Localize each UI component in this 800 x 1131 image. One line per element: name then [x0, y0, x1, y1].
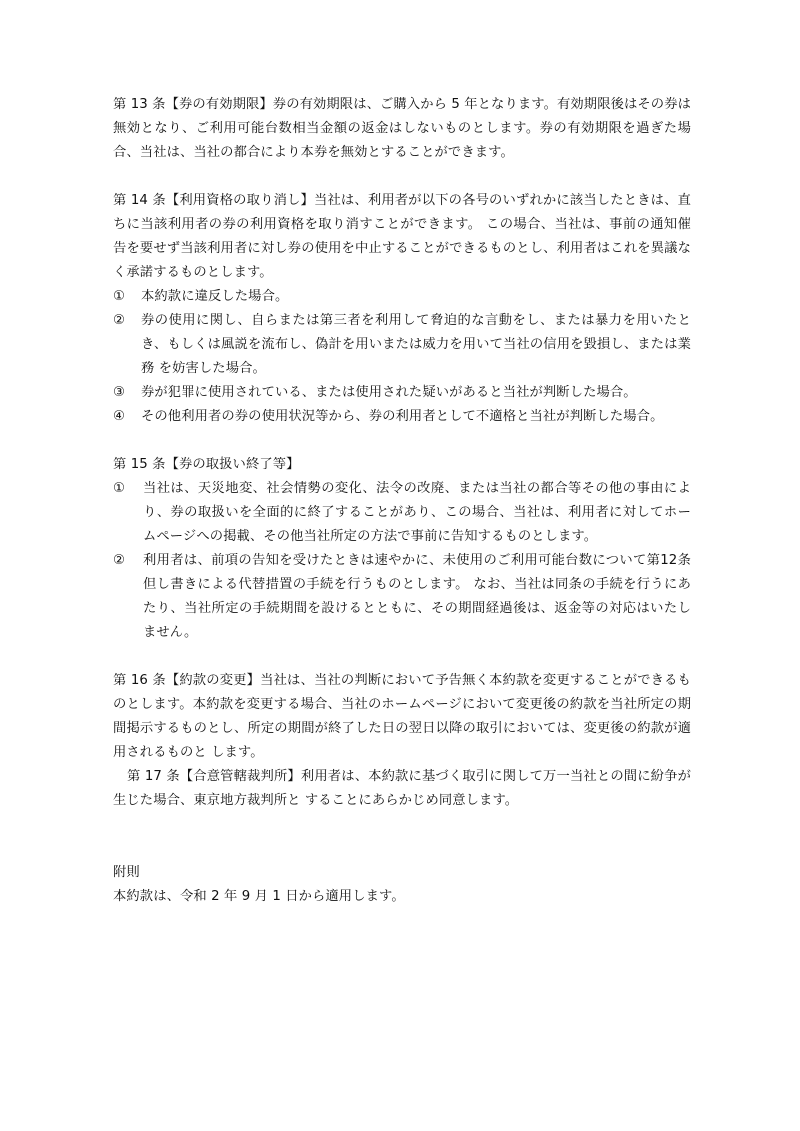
item-text: 券の使用に関し、自らまたは第三者を利用して脅迫的な言動をし、または暴力を用いたとき、もしくは風説を流布し、偽計を用いまたは威力を用いて当社の信用を毀損し、または業務 を妨害した場合。 [141, 313, 691, 376]
article-15-list [113, 477, 691, 645]
item-text: その他利用者の券の使用状況等から、券の利用者として不適格と当社が判断した場合。 [141, 409, 664, 424]
item-text: 利用者は、前項の告知を受けたときは速やかに、未使用のご利用可能台数について第12条但し書きによる代替措置の手続を行うものとします。 なお、当社は同条の手続を行うにあたり、当社所定の手続期間を設けるとともに、その期間経過後は、返金等の対応はいたしません。 [143, 553, 691, 640]
item-number: ② [113, 553, 126, 568]
terms-document [113, 93, 691, 909]
article-13: 第 13 条【券の有効期限】券の有効期限は、ご購入から 5 年となります。有効期限後はその券は無効となり、ご利用可能台数相当金額の返金はしないものとします。券の有効期限を過ぎた場合、当社は、当社の都合により本券を無効とすることができます。 [113, 97, 691, 160]
article-14-list [113, 285, 691, 429]
supplementary-text: 本約款は、令和 2 年 9 月 1 日から適用します。 [113, 889, 405, 904]
supplementary-heading: 附則 [113, 865, 140, 880]
item-number: ① [113, 481, 126, 496]
list-item [113, 381, 691, 405]
article-17: 第 17 条【合意管轄裁判所】利用者は、本約款に基づく取引に関して万一当社との間に紛争が生じた場合、東京地方裁判所と することにあらかじめ同意します。 [113, 769, 691, 808]
list-item [113, 309, 691, 381]
list-item [113, 477, 691, 549]
article-15-heading: 第 15 条【券の取扱い終了等】 [113, 457, 300, 472]
item-number: ② [113, 313, 126, 328]
item-text: 券が犯罪に使用されている、または使用された疑いがあると当社が判断した場合。 [141, 385, 637, 400]
item-number: ④ [113, 409, 126, 424]
item-number: ③ [113, 385, 126, 400]
article-14: 第 14 条【利用資格の取り消し】当社は、利用者が以下の各号のいずれかに該当したときは、直ちに当該利用者の券の利用資格を取り消すことができます。 この場合、当社は、事前の通知催告を要せず当該利用者に対し券の使用を中止することができるものとし、利用者はこれを異議なく承諾するものとします。 [113, 193, 691, 280]
item-text: 当社は、天災地変、社会情勢の変化、法令の改廃、または当社の都合等その他の事由により、券の取扱いを全面的に終了することがあり、この場合、当社は、利用者に対してホームページへの掲載、その他当社所定の方法で事前に告知するものとします。 [143, 481, 691, 544]
list-item [113, 405, 691, 429]
item-number: ① [113, 289, 126, 304]
article-16: 第 16 条【約款の変更】当社は、当社の判断において予告無く本約款を変更することができるものとします。本約款を変更する場合、当社のホームページにおいて変更後の約款を当社所定の期間掲示するものとし、所定の期間が終了した日の翌日以降の取引においては、変更後の約款が適用されるものと します。 [113, 673, 691, 760]
list-item [113, 549, 691, 645]
item-text: 本約款に違反した場合。 [141, 289, 289, 304]
list-item [113, 285, 691, 309]
